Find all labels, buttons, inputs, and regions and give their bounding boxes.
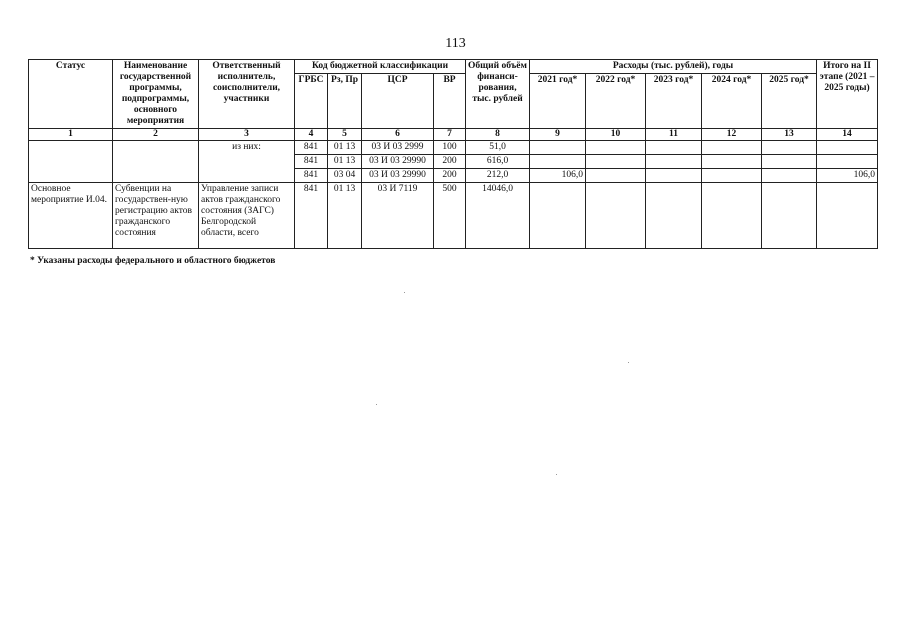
- header-vr: ВР: [434, 74, 466, 129]
- header-rz-pr: Рз, Пр: [328, 74, 362, 129]
- header-status: Статус: [29, 60, 113, 129]
- cell-2022: [586, 155, 646, 169]
- cell-2025: [762, 141, 817, 155]
- column-number: 14: [817, 129, 878, 141]
- header-total-volume: Общий объём финанси-рования, тыс. рублей: [466, 60, 530, 129]
- header-2025: 2025 год*: [762, 74, 817, 129]
- cell-rz-pr: 01 13: [328, 155, 362, 169]
- scan-speck: [628, 362, 629, 363]
- table-row: [29, 141, 878, 155]
- header-responsible: Ответственный исполнитель, соисполнители, участники: [199, 60, 295, 129]
- cell-total: 51,0: [466, 141, 530, 155]
- cell-csr: 03 И 03 29990: [362, 169, 434, 183]
- cell-2021: [530, 155, 586, 169]
- cell-stage-total: [817, 183, 878, 249]
- cell-total: 616,0: [466, 155, 530, 169]
- column-number: 6: [362, 129, 434, 141]
- budget-table: [28, 59, 878, 249]
- header-csr: ЦСР: [362, 74, 434, 129]
- column-number: 8: [466, 129, 530, 141]
- cell-2024: [702, 183, 762, 249]
- scan-speck: [376, 404, 377, 405]
- cell-status: Основное мероприятие И.04.: [29, 183, 113, 249]
- cell-vr: 200: [434, 169, 466, 183]
- header-2022: 2022 год*: [586, 74, 646, 129]
- cell-2022: [586, 183, 646, 249]
- cell-2024: [702, 169, 762, 183]
- cell-2023: [646, 141, 702, 155]
- cell-2025: [762, 169, 817, 183]
- header-expenses: Расходы (тыс. рублей), годы: [530, 60, 817, 74]
- cell-csr: 03 И 03 29990: [362, 155, 434, 169]
- cell-2024: [702, 155, 762, 169]
- cell-2023: [646, 183, 702, 249]
- cell-grbs: 841: [295, 183, 328, 249]
- cell-total: 14046,0: [466, 183, 530, 249]
- header-row-top: [29, 60, 878, 74]
- header-budget-code: Код бюджетной классификации: [295, 60, 466, 74]
- cell-csr: 03 И 7119: [362, 183, 434, 249]
- cell-name: [113, 141, 199, 183]
- cell-csr: 03 И 03 2999: [362, 141, 434, 155]
- scan-speck: [404, 292, 405, 293]
- cell-2022: [586, 141, 646, 155]
- cell-stage-total: [817, 141, 878, 155]
- cell-2025: [762, 155, 817, 169]
- cell-2023: [646, 169, 702, 183]
- header-stage-total: Итого на II этапе (2021 – 2025 годы): [817, 60, 878, 129]
- cell-rz-pr: 01 13: [328, 141, 362, 155]
- cell-vr: 500: [434, 183, 466, 249]
- cell-vr: 200: [434, 155, 466, 169]
- cell-rz-pr: 01 13: [328, 183, 362, 249]
- column-number-row: [29, 129, 878, 141]
- cell-responsible: Управление записи актов гражданского состояния (ЗАГС) Белгородской области, всего: [199, 183, 295, 249]
- table-row: [29, 183, 878, 249]
- cell-responsible: из них:: [199, 141, 295, 183]
- cell-grbs: 841: [295, 169, 328, 183]
- column-number: 4: [295, 129, 328, 141]
- page-number: 113: [445, 36, 466, 51]
- column-number: 12: [702, 129, 762, 141]
- column-number: 9: [530, 129, 586, 141]
- cell-2021: [530, 141, 586, 155]
- cell-stage-total: 106,0: [817, 169, 878, 183]
- column-number: 1: [29, 129, 113, 141]
- cell-stage-total: [817, 155, 878, 169]
- header-name: Наименование государственной программы, подпрограммы, основного мероприятия: [113, 60, 199, 129]
- column-number: 7: [434, 129, 466, 141]
- header-2021: 2021 год*: [530, 74, 586, 129]
- scan-speck: [556, 474, 557, 475]
- header-grbs: ГРБС: [295, 74, 328, 129]
- header-2023: 2023 год*: [646, 74, 702, 129]
- cell-total: 212,0: [466, 169, 530, 183]
- column-number: 3: [199, 129, 295, 141]
- cell-2023: [646, 155, 702, 169]
- cell-2021: 106,0: [530, 169, 586, 183]
- column-number: 5: [328, 129, 362, 141]
- cell-name: Субвенции на государствен-ную регистрацию актов гражданского состояния: [113, 183, 199, 249]
- cell-2021: [530, 183, 586, 249]
- cell-vr: 100: [434, 141, 466, 155]
- footnote: * Указаны расходы федерального и областного бюджетов: [30, 256, 276, 266]
- column-number: 13: [762, 129, 817, 141]
- cell-2025: [762, 183, 817, 249]
- column-number: 10: [586, 129, 646, 141]
- cell-status: [29, 141, 113, 183]
- cell-2022: [586, 169, 646, 183]
- column-number: 2: [113, 129, 199, 141]
- header-2024: 2024 год*: [702, 74, 762, 129]
- cell-2024: [702, 141, 762, 155]
- cell-rz-pr: 03 04: [328, 169, 362, 183]
- cell-grbs: 841: [295, 155, 328, 169]
- cell-grbs: 841: [295, 141, 328, 155]
- column-number: 11: [646, 129, 702, 141]
